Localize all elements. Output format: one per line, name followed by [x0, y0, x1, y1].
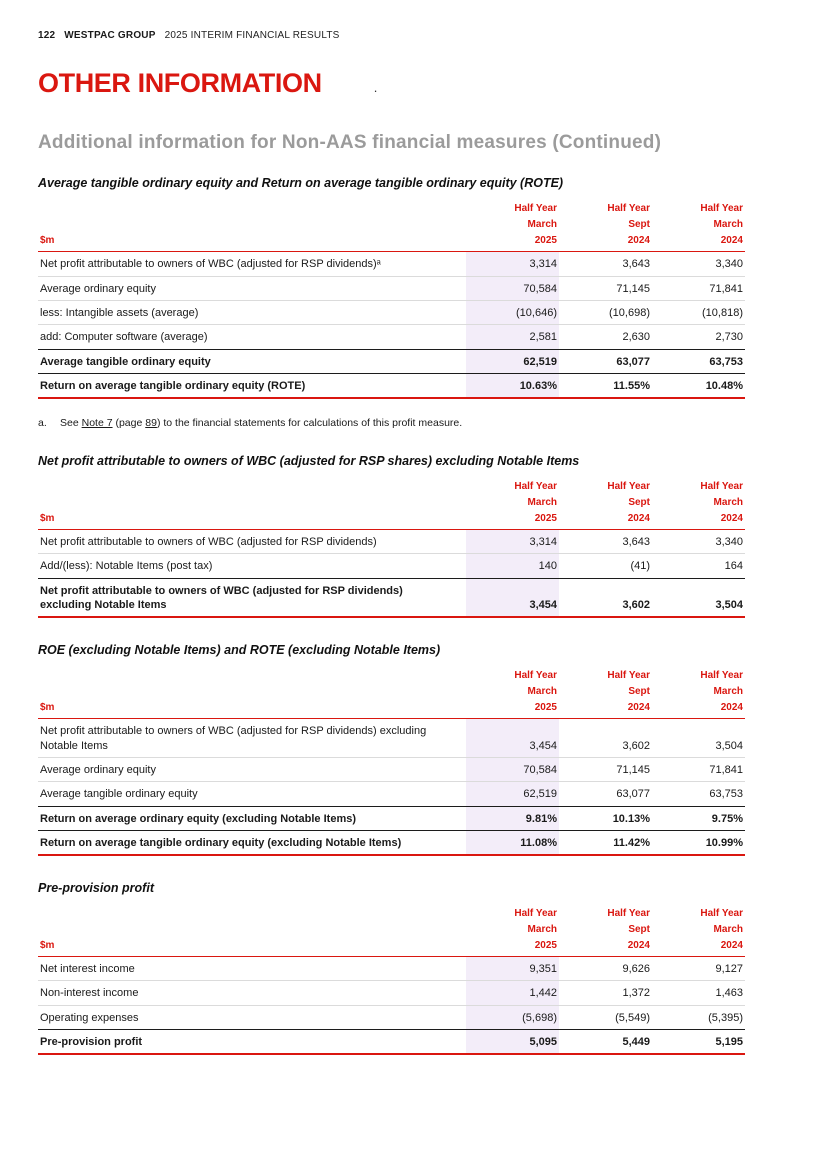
- row-label: add: Computer software (average): [38, 325, 466, 349]
- cell-value: 3,504: [715, 739, 743, 752]
- cell-value: 3,454: [466, 578, 559, 617]
- unit-label: [38, 683, 466, 699]
- cell-value: 63,077: [559, 782, 652, 806]
- cell-value: 71,145: [559, 757, 652, 781]
- column-header: March: [527, 497, 557, 509]
- column-header: 2025: [466, 510, 559, 530]
- table-title: Net profit attributable to owners of WBC (adjusted for RSP shares) excluding Notable Items: [38, 454, 580, 469]
- cell-value: 3,340: [715, 536, 743, 549]
- table-row: [38, 252, 745, 276]
- header-row: [38, 699, 745, 719]
- row-label: Operating expenses: [38, 1005, 466, 1029]
- cell-value: 3,643: [622, 258, 650, 271]
- column-header: Sept: [628, 686, 650, 698]
- table-row: [38, 276, 745, 300]
- cell-value: 5,449: [559, 1029, 652, 1054]
- unit-label: [38, 478, 466, 494]
- column-header: Half Year: [607, 670, 650, 682]
- table-row: [38, 349, 745, 373]
- footnote-text-pre: See: [60, 417, 82, 430]
- cell-value: 70,584: [466, 276, 559, 300]
- cell-value: 71,145: [559, 276, 652, 300]
- column-header: 2025: [466, 232, 559, 252]
- row-label: Average tangible ordinary equity: [38, 782, 466, 806]
- column-header: Sept: [628, 497, 650, 509]
- row-label: Net profit attributable to owners of WBC (adjusted for RSP dividends) excluding Notable Items: [38, 578, 466, 617]
- cell-value: 5,195: [652, 1029, 745, 1054]
- cell-value: 10.63%: [466, 373, 559, 398]
- unit-label: [38, 921, 466, 937]
- cell-value: 9.75%: [652, 806, 745, 830]
- row-label: Pre-provision profit: [38, 1029, 466, 1054]
- cell-value: 3,340: [715, 258, 743, 271]
- page-89-link[interactable]: 89: [145, 417, 157, 430]
- unit-label: $m: [38, 937, 466, 957]
- cell-value: 10.48%: [652, 373, 745, 398]
- cell-value: (5,698): [466, 1005, 559, 1029]
- column-header: March: [713, 686, 743, 698]
- footnote: [38, 417, 745, 429]
- unit-label: [38, 494, 466, 510]
- column-header: Half Year: [700, 203, 743, 215]
- financial-table: [38, 478, 745, 618]
- column-header: March: [713, 219, 743, 231]
- row-label: Non-interest income: [38, 981, 466, 1005]
- column-header: March: [527, 219, 557, 231]
- running-header: [38, 30, 745, 41]
- table-row: [38, 373, 745, 398]
- cell-value: 3,504: [652, 578, 745, 617]
- row-label: Add/(less): Notable Items (post tax): [38, 554, 466, 578]
- section-heading: [38, 69, 745, 97]
- header-row: [38, 494, 745, 510]
- column-header: Half Year: [700, 670, 743, 682]
- header-row: [38, 510, 745, 530]
- stray-period: .: [373, 80, 378, 95]
- header-row: [38, 905, 745, 921]
- footnote-text-post: ) to the financial statements for calculations of this profit measure.: [156, 417, 463, 430]
- table-row: [38, 757, 745, 781]
- cell-value: 1,442: [466, 981, 559, 1005]
- unit-label: $m: [38, 699, 466, 719]
- cell-value: 164: [652, 554, 745, 578]
- column-header: 2024: [652, 232, 745, 252]
- column-header: 2025: [466, 937, 559, 957]
- table-row: [38, 1029, 745, 1054]
- table-row: [38, 530, 745, 554]
- table-row: [38, 578, 745, 617]
- footnote-marker: a.: [38, 417, 47, 430]
- table-title: ROE (excluding Notable Items) and ROTE (excluding Notable Items): [38, 643, 441, 658]
- table-row: [38, 782, 745, 806]
- cell-value: 71,841: [652, 276, 745, 300]
- header-row: [38, 478, 745, 494]
- table-row: [38, 1005, 745, 1029]
- row-label: Return on average tangible ordinary equity (excluding Notable Items): [38, 830, 466, 855]
- financial-table: [38, 905, 745, 1055]
- unit-label: [38, 667, 466, 683]
- column-header: 2024: [652, 937, 745, 957]
- cell-value: 9,127: [715, 963, 743, 976]
- row-label: Return on average ordinary equity (excluding Notable Items): [38, 806, 466, 830]
- table-container-rote: [38, 200, 745, 399]
- header-row: [38, 921, 745, 937]
- table-title: Average tangible ordinary equity and Return on average tangible ordinary equity (ROTE): [38, 176, 564, 191]
- cell-value: 71,841: [652, 757, 745, 781]
- table-container-pre-provision-profit: [38, 905, 745, 1055]
- cell-value: 11.42%: [559, 830, 652, 855]
- column-header: Half Year: [514, 481, 557, 493]
- row-label: Net profit attributable to owners of WBC (adjusted for RSP dividends): [40, 536, 377, 549]
- column-header: Half Year: [514, 670, 557, 682]
- financial-table: [38, 667, 745, 856]
- section-title: OTHER INFORMATION: [38, 68, 322, 98]
- row-label: Net profit attributable to owners of WBC (adjusted for RSP dividends) excluding Notable Items: [40, 725, 427, 752]
- header-row: [38, 232, 745, 252]
- table-row: [38, 300, 745, 324]
- table-container-net-profit-excl-notables: [38, 478, 745, 618]
- report-title: 2025 INTERIM FINANCIAL RESULTS: [164, 30, 340, 41]
- cell-value: 10.13%: [559, 806, 652, 830]
- cell-value: 11.08%: [466, 830, 559, 855]
- table-row: [38, 957, 745, 981]
- column-header: Half Year: [514, 203, 557, 215]
- footnote-text-mid: (page: [112, 417, 146, 430]
- column-header: Half Year: [607, 908, 650, 920]
- row-label: Average ordinary equity: [38, 276, 466, 300]
- row-label: Average tangible ordinary equity: [38, 349, 466, 373]
- unit-label: $m: [38, 510, 466, 530]
- column-header: March: [713, 497, 743, 509]
- cell-value: 2,581: [466, 325, 559, 349]
- table-row: [38, 806, 745, 830]
- cell-value: 9.81%: [466, 806, 559, 830]
- cell-value: 70,584: [466, 757, 559, 781]
- column-header: Half Year: [514, 908, 557, 920]
- column-header: March: [713, 924, 743, 936]
- cell-value: (5,549): [559, 1005, 652, 1029]
- column-header: March: [527, 686, 557, 698]
- table-row: [38, 325, 745, 349]
- cell-value: 11.55%: [559, 373, 652, 398]
- cell-value: (5,395): [652, 1005, 745, 1029]
- company-name: WESTPAC GROUP: [64, 30, 156, 41]
- cell-value: 3,602: [622, 739, 650, 752]
- column-header: March: [527, 924, 557, 936]
- column-header: 2024: [652, 510, 745, 530]
- column-header: Sept: [628, 219, 650, 231]
- cell-value: 62,519: [466, 349, 559, 373]
- table-title: Pre-provision profit: [38, 881, 154, 896]
- subsection-heading: Additional information for Non-AAS financial measures (Continued): [38, 132, 662, 154]
- header-row: [38, 216, 745, 232]
- column-header: Half Year: [700, 908, 743, 920]
- table-row: [38, 981, 745, 1005]
- cell-value: (10,698): [559, 300, 652, 324]
- page-number: 122: [38, 30, 56, 41]
- financial-table: [38, 200, 745, 399]
- cell-value: 3,314: [466, 530, 559, 554]
- cell-value: 5,095: [466, 1029, 559, 1054]
- unit-label: [38, 200, 466, 216]
- cell-value: 140: [466, 554, 559, 578]
- table-row: [38, 554, 745, 578]
- table-row: [38, 830, 745, 855]
- column-header: Half Year: [607, 481, 650, 493]
- column-header: Sept: [628, 924, 650, 936]
- row-label: less: Intangible assets (average): [38, 300, 466, 324]
- footnote-text: [60, 417, 462, 429]
- row-label: Net interest income: [40, 963, 135, 976]
- header-row: [38, 683, 745, 699]
- header-row: [38, 667, 745, 683]
- table-row: [38, 719, 745, 758]
- table-container-roe-rote-excl-notables: [38, 667, 745, 856]
- column-header: Half Year: [607, 203, 650, 215]
- cell-value: 3,602: [559, 578, 652, 617]
- column-header: 2024: [559, 937, 652, 957]
- column-header: Half Year: [700, 481, 743, 493]
- row-label: Return on average tangible ordinary equity (ROTE): [38, 373, 466, 398]
- column-header: 2025: [466, 699, 559, 719]
- unit-label: $m: [38, 232, 466, 252]
- cell-value: 10.99%: [652, 830, 745, 855]
- cell-value: 9,351: [466, 957, 559, 981]
- cell-value: 63,753: [652, 349, 745, 373]
- cell-value: 9,626: [622, 963, 650, 976]
- cell-value: 3,643: [622, 536, 650, 549]
- row-label: Average ordinary equity: [38, 757, 466, 781]
- cell-value: 1,372: [559, 981, 652, 1005]
- unit-label: [38, 905, 466, 921]
- cell-value: 2,630: [559, 325, 652, 349]
- cell-value: 2,730: [652, 325, 745, 349]
- row-label: Net profit attributable to owners of WBC (adjusted for RSP dividends)ᵃ: [40, 258, 381, 271]
- cell-value: 3,454: [466, 719, 559, 758]
- cell-value: 63,753: [652, 782, 745, 806]
- cell-value: 1,463: [652, 981, 745, 1005]
- cell-value: 62,519: [466, 782, 559, 806]
- column-header: 2024: [559, 510, 652, 530]
- unit-label: [38, 216, 466, 232]
- header-row: [38, 937, 745, 957]
- column-header: 2024: [559, 232, 652, 252]
- cell-value: (41): [559, 554, 652, 578]
- header-row: [38, 200, 745, 216]
- cell-value: (10,646): [466, 300, 559, 324]
- note-7-link[interactable]: Note 7: [81, 417, 113, 430]
- column-header: 2024: [559, 699, 652, 719]
- cell-value: 3,314: [466, 252, 559, 276]
- column-header: 2024: [652, 699, 745, 719]
- cell-value: (10,818): [652, 300, 745, 324]
- cell-value: 63,077: [559, 349, 652, 373]
